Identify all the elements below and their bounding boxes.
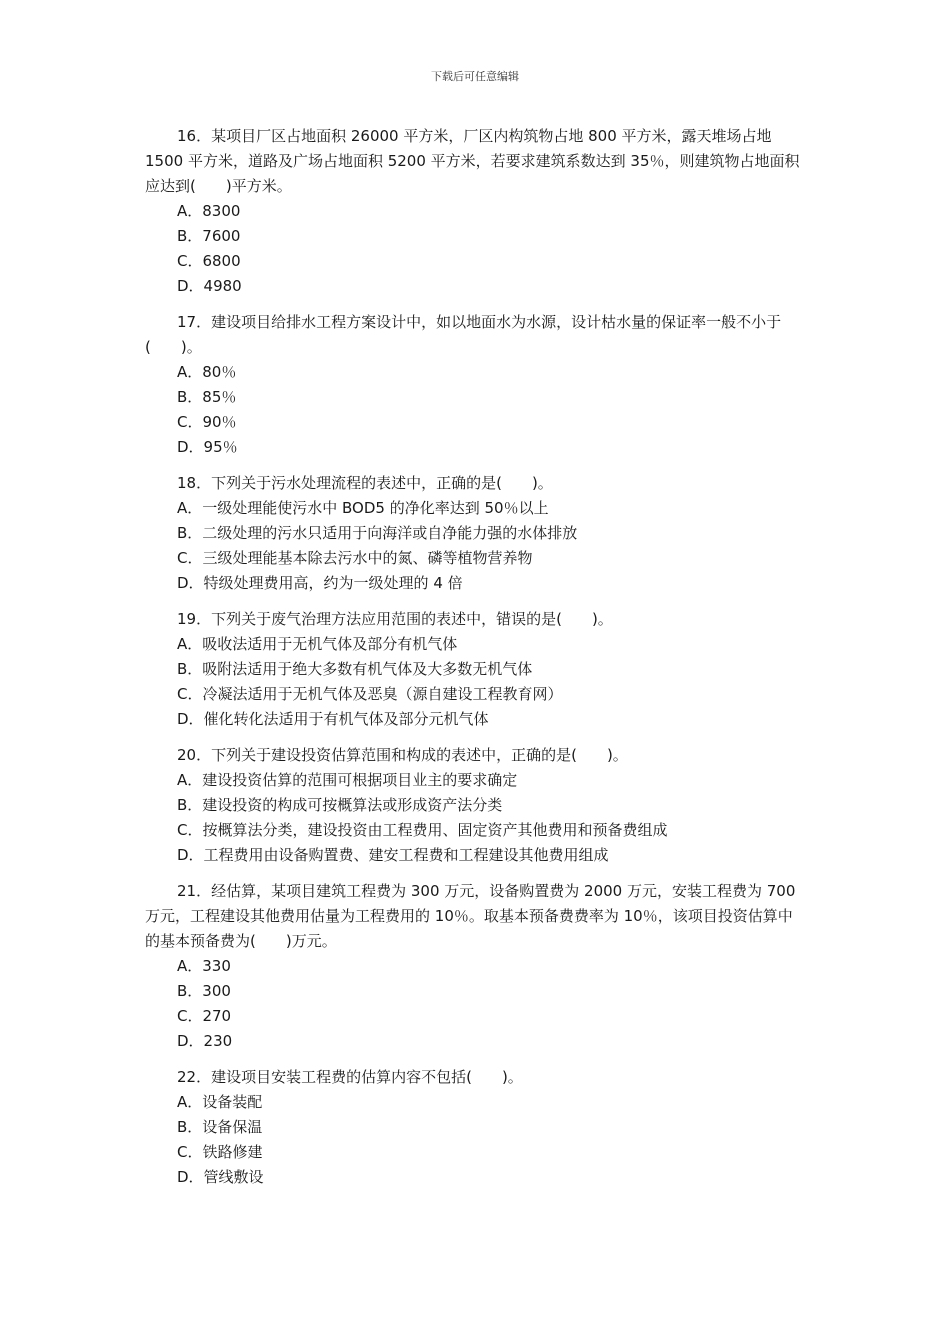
question-18 — [145, 471, 805, 596]
option-b: B．吸附法适用于绝大多数有机气体及大多数无机气体 — [177, 660, 533, 678]
question-22 — [145, 1065, 805, 1190]
option-a: A．80％ — [177, 363, 237, 381]
option-b: B．设备保温 — [177, 1118, 263, 1136]
option-d: D．工程费用由设备购置费、建安工程费和工程建设其他费用组成 — [177, 846, 609, 864]
question-stem: 16．某项目厂区占地面积 26000 平方米，厂区内构筑物占地 800 平方米，露天堆场占地 1500 平方米，道路及广场占地面积 5200 平方米，若要求建筑系数达到 35％，则建筑物占地面积应达到( )平方米。 — [145, 127, 800, 195]
option-c: C．6800 — [177, 252, 241, 270]
question-17 — [145, 310, 805, 460]
option-a: A．一级处理能使污水中 BOD5 的净化率达到 50％以上 — [177, 499, 549, 517]
question-stem: 19．下列关于废气治理方法应用范围的表述中，错误的是( )。 — [177, 610, 613, 628]
option-a: A．设备装配 — [177, 1093, 263, 1111]
option-c: C．270 — [177, 1007, 232, 1025]
option-b: B．300 — [177, 982, 231, 1000]
question-stem: 21．经估算，某项目建筑工程费为 300 万元，设备购置费为 2000 万元，安装工程费为 700 万元，工程建设其他费用估量为工程费用的 10％。取基本预备费费率为 10％，该项目投资估算中的基本预备费为( )万元。 — [145, 882, 796, 950]
option-a: A．8300 — [177, 202, 241, 220]
page-header: 下载后可任意编辑 — [431, 70, 519, 83]
option-c: C．按概算法分类，建设投资由工程费用、固定资产其他费用和预备费组成 — [177, 821, 668, 839]
option-d: D．230 — [177, 1032, 233, 1050]
question-list — [145, 124, 805, 1201]
option-b: B．85％ — [177, 388, 237, 406]
option-c: C．三级处理能基本除去污水中的氮、磷等植物营养物 — [177, 549, 533, 567]
option-c: C．90％ — [177, 413, 237, 431]
option-a: A．吸收法适用于无机气体及部分有机气体 — [177, 635, 458, 653]
question-stem: 18．下列关于污水处理流程的表述中，正确的是( )。 — [177, 474, 553, 492]
option-a: A．建设投资估算的范围可根据项目业主的要求确定 — [177, 771, 518, 789]
question-stem: 22．建设项目安装工程费的估算内容不包括( )。 — [177, 1068, 523, 1086]
question-21 — [145, 879, 805, 1054]
option-a: A．330 — [177, 957, 231, 975]
option-d: D．管线敷设 — [177, 1168, 264, 1186]
option-d: D．95％ — [177, 438, 238, 456]
option-d: D．4980 — [177, 277, 242, 295]
option-c: C．冷凝法适用于无机气体及恶臭（源自建设工程教育网） — [177, 685, 563, 703]
question-stem: 20．下列关于建设投资估算范围和构成的表述中，正确的是( )。 — [177, 746, 628, 764]
question-16 — [145, 124, 805, 299]
option-d: D．催化转化法适用于有机气体及部分元机气体 — [177, 710, 489, 728]
option-b: B．二级处理的污水只适用于向海洋或自净能力强的水体排放 — [177, 524, 578, 542]
option-b: B．7600 — [177, 227, 241, 245]
option-d: D．特级处理费用高，约为一级处理的 4 倍 — [177, 574, 463, 592]
question-stem: 17．建设项目给排水工程方案设计中，如以地面水为水源，设计枯水量的保证率一般不小于( )。 — [145, 313, 782, 356]
option-c: C．铁路修建 — [177, 1143, 263, 1161]
question-19 — [145, 607, 805, 732]
option-b: B．建设投资的构成可按概算法或形成资产法分类 — [177, 796, 503, 814]
question-20 — [145, 743, 805, 868]
